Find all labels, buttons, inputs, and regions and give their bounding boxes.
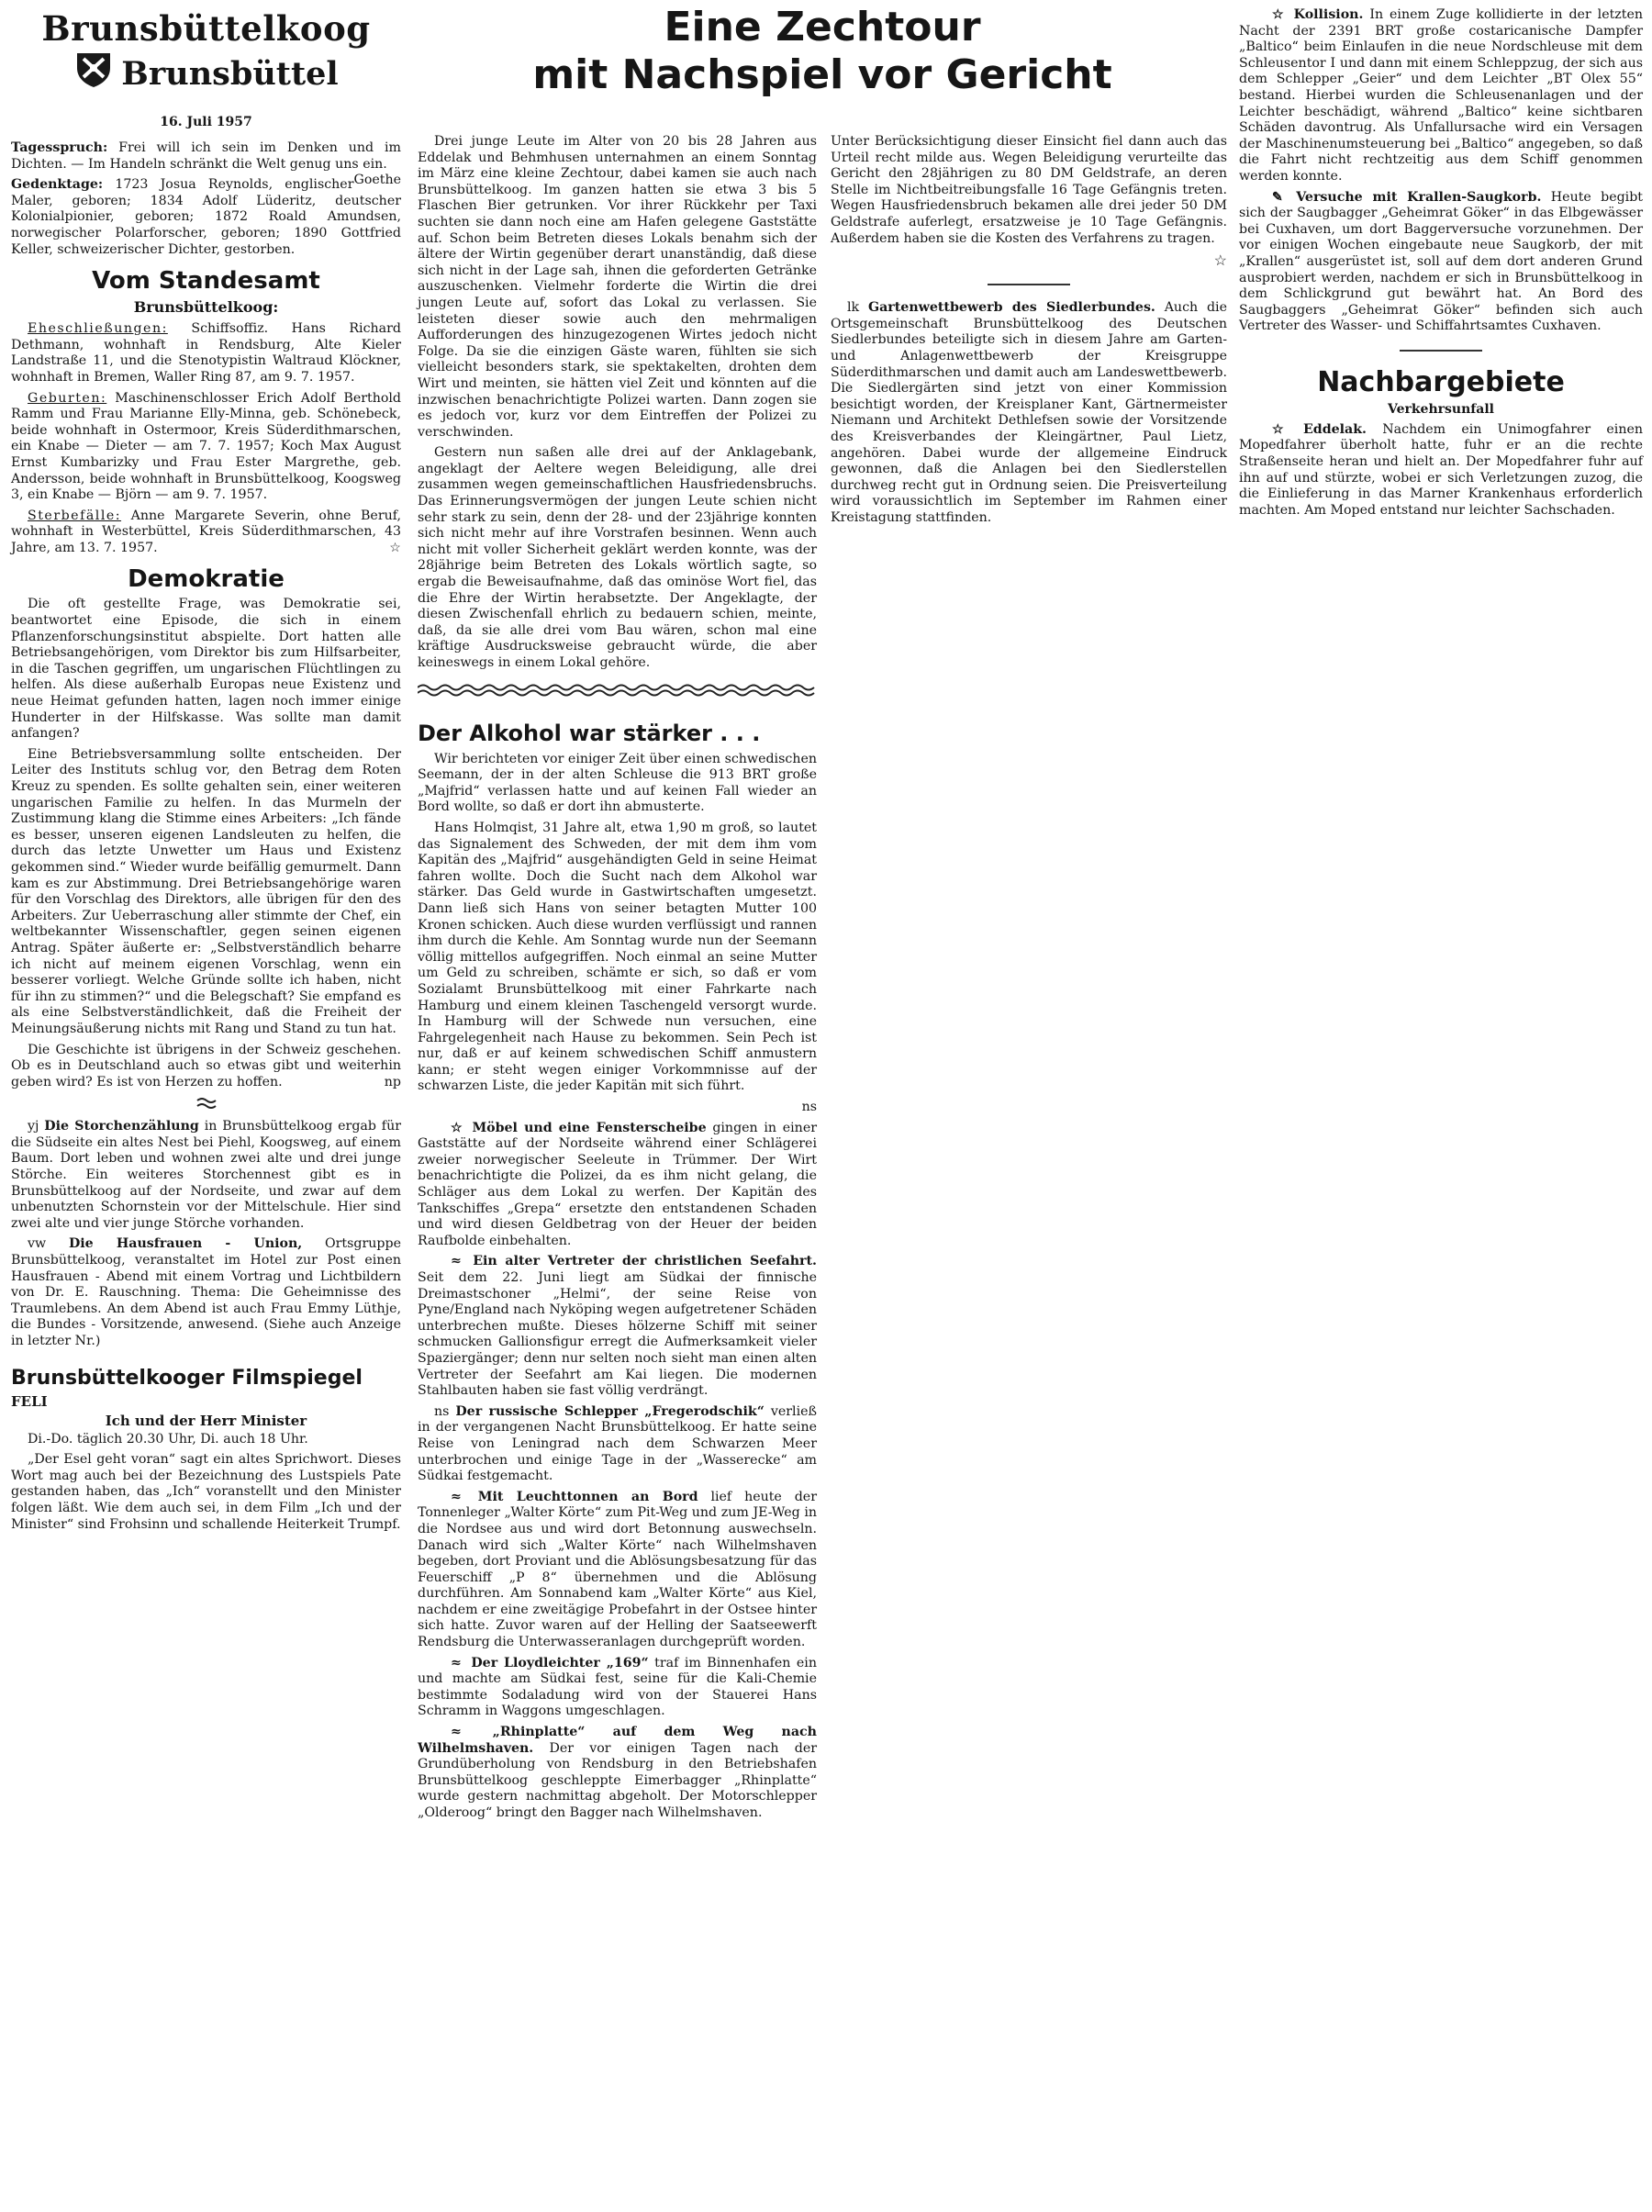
star-icon: ☆	[451, 1120, 463, 1135]
krallen-text: Heute begibt sich der Saugbagger „Geheimrat Göker“ in das Elbgewässer bei Cuxhaven, um dort Baggerversuche vorzunehmen. Der vor einigen Wochen eingebaute neue Saugkorb, der mit „Krallen“ ausgerüstet ist, soll auf dem dort anderen Grund ausprobiert werden, nachdem er sich in Brunsbüttelkoog in dem Schlickgrund gut bewährt hat. An Bord des Saugbaggers „Geheimrat Göker“ befinden sich auch Vertreter des Wasser- und Schiffahrtsamtes Cuxhaven.	[1239, 189, 1643, 334]
lloyd-text: traf im Binnenhafen ein und machte am Südkai fest, seine für die Kali-Chemie bestimmte Sodaladung wird von der Stauerei Hans Schramm in Waggons umgeschlagen.	[418, 1655, 817, 1719]
wave-divider-icon	[418, 684, 817, 697]
zechtour-paragraph: Drei junge Leute im Alter von 20 bis 28 Jahren aus Eddelak und Behmhusen unternahmen an einem Sonntag im März eine kleine Zechtour, dabei kamen sie auch nach Brunsbüttelkoog. Im ganzen hatten sie etwa 3 bis 5 Flaschen Bier getrunken. Vor ihrer Rückkehr per Taxi suchten sie dann noch eine am Hafen gelegene Gaststätte auf. Schon beim Betreten dieses Lokals benahm sich der ältere der Wirtin gegenüber derart unanständig, daß diese sich nicht in der Lage sah, ihnen die geforderten Getränke auszuschenken. Vielmehr forderte die Wirtin die drei jungen Leute auf, sofort das Lokal zu verlassen. Sie leisteten dieser sowie auch den mehrmaligen Aufforderungen des hinzugezogenen Wirtes jedoch nicht Folge. Da sie die einzigen Gäste waren, fühlten sie sich vielleicht besonders stark, sie spektakelten, drohten dem Wirt und meinten, sie hätten viel Zeit und könnten auf die inzwischen benachrichtigte Polizei warten. Dann zogen sie es jedoch vor, kurz vor dem Eintreffen der Polizei zu verschwinden.	[418, 134, 817, 440]
demokratie-paragraph: Die oft gestellte Frage, was Demokratie sei, beantwortet eine Episode, die sich in einem Pflanzenforschungsinstitut abspielte. Dort hatten alle Betriebsangehörigen, vom Direktor bis zum Hilfsarbeiter, in die Taschen gegriffen, um ungarischen Flüchtlingen zu helfen. Als diese außerhalb Europas neue Existenz und neue Heimat gefunden hatten, lagen noch immer einige Hunderter in der Hilfskasse. Was sollte man damit anfangen?	[11, 597, 401, 742]
nachbar-item	[1239, 422, 1643, 519]
schlepper-item	[418, 1404, 817, 1485]
headline-line-1: Eine Zechtour	[664, 4, 981, 50]
schlepper-text: verließ in der vergangenen Nacht Brunsbüttelkoog. Er hatte seine Reise von Leningrad nach dem Schwarzen Meer unterbrochen und einige Tage in der „Wasserecke“ am Südkai festgemacht.	[418, 1403, 818, 1484]
storch-item	[11, 1119, 401, 1232]
cinema-name: FELI	[11, 1392, 48, 1410]
kollision-lead: Kollision.	[1293, 7, 1364, 22]
filmspiegel-heading: Brunsbüttelkooger Filmspiegel	[11, 1366, 363, 1390]
mark-icon: ✎	[1272, 189, 1283, 205]
hausfrauen-item	[11, 1236, 401, 1349]
tagesspruch-label: Tagesspruch:	[11, 140, 108, 155]
divider	[988, 284, 1070, 285]
divider	[1400, 350, 1482, 352]
star-icon: ☆	[1213, 251, 1227, 270]
demokratie-paragraph	[11, 1043, 401, 1091]
nachbar-heading: Nachbargebiete	[1317, 365, 1565, 398]
kollision-item	[1239, 7, 1643, 185]
column-1	[11, 7, 401, 1537]
demokratie-paragraph: Eine Betriebsversammlung sollte entscheiden. Der Leiter des Instituts schlug vor, den Betrag dem Roten Kreuz zu spenden. Es sollte gehalten sein, einer weiteren ungarischen Familie zu helfen. In das Murmeln der Zustimmung klang die Stimme eines Arbeiters: „Ich fände es besser, unseren eigenen Landsleuten zu helfen, die durch das letzte Unwetter um Haus und Existenz gekommen sind.“ Wieder wurde beifällig gemurmelt. Dann kam es zur Abstimmung. Drei Betriebsangehörige waren für den Vorschlag des Direktors, alle übrigen für den des Arbeiters. Zur Ueberraschung aller stimmte der Chef, ein weltbekannter Wissenschaftler, gegen seinen eigenen Antrag. Später äußerte er: „Selbstverständlich beharre ich nicht auf meinem eigenen Vorschlag, wenn ein besserer vorliegt. Welche Gründe sollte ich haben, nicht für ihn zu stimmen?“ und die Belegschaft? Sie empfand es als eine Selbstverständlichkeit, daß die Freiheit der Meinungsäußerung nichts mit Rang und Stand zu tun hat.	[11, 746, 401, 1036]
issue-date: 16. Juli 1957	[160, 115, 252, 129]
vertreter-item	[418, 1254, 817, 1399]
garten-item	[831, 300, 1227, 526]
kollision-text: In einem Zuge kollidierte in der letzten Nacht der 2391 BRT große costaricanische Dampfer „Baltico“ beim Einlaufen in die neue Nordschleuse mit dem Schleusentor I und dann mit einem Schleppzug, der sich aus dem Schlepper „Geier“ und dem Leichter „BT Olex 55“ bestand. Hierbei wurden die Schleusenanlagen und der Leichter beschädigt, während „Baltico“ keine sichtbaren Schäden davontrug. Als Unfallursache wird ein Versagen der Maschinenumsteuerung bei „Baltico“ angegeben, so daß die Fahrt nicht rechtzeitig aus dem Schiff genommen werden konnte.	[1239, 7, 1643, 184]
zechtour-paragraph: Unter Berücksichtigung dieser Einsicht fiel dann auch das Urteil recht milde aus. Wegen Beleidigung verurteilte das Gericht den 28jährigen zu 80 DM Geldstrafe, an deren Stelle im Nichtbeitreibungsfalle 16 Tage Gefängnis treten. Wegen Hausfriedensbruch bekamen alle drei jeder 50 DM Geldstrafe auferlegt, ersatzweise je 10 Tage Gefängnis. Außerdem haben sie die Kosten des Verfahrens zu tragen.	[831, 134, 1227, 246]
masthead-subtitle: Brunsbüttel	[121, 54, 339, 93]
gedenktage	[11, 177, 401, 258]
star-icon: ☆	[1272, 7, 1284, 22]
film-text: „Der Esel geht voran“ sagt ein altes Sprichwort. Dieses Wort mag auch bei der Bezeichnung des Lustspiels Pate gestanden haben, das „Ich“ voranstellt und den Minister folgen läßt. Wie dem auch sei, in dem Film „Ich und der Minister“ sind Frohsinn und schallende Heiterkeit Trumpf.	[11, 1452, 401, 1532]
masthead-title: Brunsbüttelkoog	[41, 8, 371, 49]
garten-prefix: lk	[847, 300, 860, 316]
sterbefaelle-text: Anne Margarete Severin, ohne Beruf, wohnhaft in Westerbüttel, Kreis Süderdithmarschen, 43 Jahre, am 13. 7. 1957.	[11, 508, 402, 555]
gedenktage-text: 1723 Josua Reynolds, englischer Maler, geboren; 1834 Adolf Lüderitz, deutscher Kolonialpionier, geboren; 1872 Roald Amundsen, norwegischer Polarforscher, geboren; 1890 Gottfried Keller, schweizerischer Dichter, gestorben.	[11, 177, 401, 257]
moebel-text: gingen in einer Gaststätte auf der Nordseite während einer Schlägerei zweier norwegischer Seeleute in Trümmer. Der Wirt benachrichtigte die Polizei, da es ihm nicht gelang, die Schläger aus dem Lokal zu werfen. Der Kapitän des Tankschiffes „Grepa“ ersetzte den entstandenen Schaden und wird diesen Geldbetrag von der Heuer der beiden Raufbolde einbehalten.	[418, 1120, 817, 1248]
nachbar-text: Nachdem ein Unimogfahrer einen Mopedfahrer überholt hatte, fuhr er an die rechte Straßenseite heran und hielt an. Der Mopedfahrer fuhr auf ihn auf und stürzte, wobei er sich Verletzungen zuzog, die die Einlieferung in das Marner Krankenhaus erforderlich machten. Am Moped entstand nur leichter Sachschaden.	[1239, 421, 1644, 518]
star-icon: ☆	[1272, 421, 1284, 437]
krallen-lead: Versuche mit Krallen-Saugkorb.	[1296, 189, 1542, 205]
leucht-lead: Mit Leuchttonnen an Bord	[477, 1489, 698, 1504]
masthead-row	[11, 50, 401, 98]
column-3	[831, 134, 1227, 531]
town-crest-icon	[73, 50, 114, 98]
schlepper-prefix: ns	[434, 1403, 450, 1419]
sterbefaelle	[11, 508, 401, 557]
alkohol-paragraph: Hans Holmqist, 31 Jahre alt, etwa 1,90 m groß, so lautet das Signalement des Schweden, der mit dem ihm vom Kapitän des „Majfrid“ ausgehändigten Geld in seine Heimat fahren wollte. Doch die Sucht nach dem Alkohol war stärker. Das Geld wurde in Gastwirtschaften umgesetzt. Dann ließ sich Hans von seiner betagten Mutter 100 Kronen schicken. Auch diese wurden verflüssigt und rannen ihm durch die Kehle. Am Sonntag wurde nun der Seemann völlig mittellos aufgegriffen. Noch einmal an seine Mutter um Geld zu schreiben, schämte er sich, so daß er vom Sozialamt Brunsbüttelkoog mit einer Fahrkarte nach Hamburg und einem kleinen Taschengeld versorgt wurde. In Hamburg will der Schwede nun versuchen, eine Fahrgelegenheit nach Hause zu bekommen. Sein Pech ist nur, daß er auf keinem schwedischen Schiff anmustern kann; er steht wegen einiger Vorkommnisse auf der schwarzen Liste, die jeder Kapitän mit sich führt.	[418, 820, 817, 1094]
gedenktage-label: Gedenktage:	[11, 177, 104, 193]
geburten-text: Maschinenschlosser Erich Adolf Berthold Ramm und Frau Marianne Elly-Minna, geb. Schönebeck, beide wohnhaft in Ostermoor, Kreis Süderdithmarschen, ein Knabe — Dieter — am 7. 7. 1957; Koch Max August Ernst Kumbarizky und Frau Ester Margrethe, geb. Andersson, beide wohnhaft in Brunsbüttelkoog, Koogsweg 3, ein Knabe — Björn — am 9. 7. 1957.	[11, 390, 401, 503]
standesamt-heading: Vom Standesamt	[92, 267, 320, 296]
headline	[418, 4, 1227, 99]
moebel-lead: Möbel und eine Fensterscheibe	[472, 1120, 707, 1135]
storch-text: in Brunsbüttelkoog ergab für die Südseite ein altes Nest bei Piehl, Koogsweg, auf einem Baum. Dort leben und wohnen zwei alte und drei junge Störche. Ein weiteres Storchennest gibt es in Brunsbüttelkoog auf der Nordseite, und zwar auf dem unbenutzten Schornstein vor der Mittelschule. Hier sind zwei alte und vier junge Störche vorhanden.	[11, 1119, 401, 1231]
standesamt-place: Brunsbüttelkoog:	[133, 298, 279, 317]
star-icon: ☆	[389, 540, 401, 555]
demokratie-sign: np	[384, 1074, 401, 1089]
wave-icon: ≈	[451, 1725, 462, 1740]
alkohol-paragraph: Wir berichteten vor einiger Zeit über einen schwedischen Seemann, der in der alten Schleuse die 913 BRT große „Majfrid“ verlassen hatte und auf keinen Fall wieder an Bord wollte, so daß er dort ihn abmusterte.	[418, 751, 817, 815]
column-2	[418, 134, 817, 1827]
sterbefaelle-label: Sterbefälle:	[28, 508, 122, 523]
leucht-text: lief heute der Tonnenleger „Walter Körte“ zum Pit-Weg und zum JE-Weg in die Nordsee aus und wird dort Betonnung auswechseln. Danach wird sich „Walter Körte“ nach Wilhelmshaven begeben, dort Proviant und die Ablösungsbesatzung für das Feuerschiff „P 8“ übernehmen und die Ablösung durchführen. Am Sonnabend kam „Walter Körte“ aus Kiel, nachdem er eine zweitägige Probefahrt in der Ostsee hinter sich hatte. Zuvor waren auf der Helling der Saatseewerft Rendsburg die Unterwasseranlagen durchgeprüft worden.	[418, 1489, 817, 1650]
alkohol-heading: Der Alkohol war stärker . . .	[418, 720, 761, 746]
vertreter-text: Seit dem 22. Juni liegt am Südkai der finnische Dreimastschoner „Helmi“, der seine Reise von Pyne/England nach Nyköping wegen aufgetretener Schäden unterbrechen mußte. Dieses hölzerne Schiff mit seiner schmucken Gallionsfigur erregt die Aufmerksamkeit vieler Spaziergänger; denn nur selten noch sieht man einen alten Vertreter der Seefahrt am Kai liegen. Die modernen Stahlbauten haben sie fast völlig verdrängt.	[418, 1270, 817, 1399]
lloyd-item	[418, 1656, 817, 1720]
lloyd-lead: Der Lloydleichter „169“	[471, 1655, 649, 1670]
vertreter-lead: Ein alter Vertreter der christlichen Seefahrt.	[473, 1254, 817, 1269]
film-times: Di.-Do. täglich 20.30 Uhr, Di. auch 18 Uhr.	[28, 1431, 308, 1447]
masthead	[11, 7, 401, 98]
hausfrauen-prefix: vw	[28, 1236, 47, 1252]
storch-prefix: yj	[28, 1119, 39, 1134]
hausfrauen-lead: Die Hausfrauen - Union,	[68, 1236, 303, 1252]
hausfrauen-text: Ortsgruppe Brunsbüttelkoog, veranstaltet im Hotel zur Post einen Hausfrauen - Abend mit einem Vortrag und Lichtbildern von Dr. E. Rauschning. Thema: Die Geheimnisse des Traumlebens. An dem Abend ist auch Frau Emmy Lüthje, die Bundes - Vorsitzende, anwesend. (Siehe auch Anzeige in letzter Nr.)	[11, 1236, 401, 1348]
demokratie-paragraph-text: Die Geschichte ist übrigens in der Schweiz geschehen. Ob es in Deutschland auch so etwas gibt und weiterhin geben wird? Es ist von Herzen zu hoffen.	[11, 1042, 401, 1089]
garten-text: Auch die Ortsgemeinschaft Brunsbüttelkoog des Deutschen Siedlerbundes beteiligte sich in diesem Jahre am Garten- und Anlagenwettbewerb der Kreisgruppe Süderdithmarschen und damit auch am Landeswettbewerb. Die Siedlergärten sind jetzt von einer Kommission besichtigt worden, der Kreisplaner Kant, Gärtnermeister Niemann und Architekt Dethlefsen sowie der Vorsitzende des Kreisverbandes der Kleingärtner, Paul Lietz, angehören. Dabei wurde der allgemeine Eindruck gewonnen, daß die Anlagen bei den Siedlerstellen durchweg recht gut in Ordnung seien. Die Preisverteilung wird voraussichtlich im September im Rahmen einer Kreistagung stattfinden.	[831, 300, 1228, 525]
rhinplatte-lead: „Rhinplatte“ auf dem Weg nach Wilhelmshaven.	[418, 1725, 817, 1756]
eheschliessungen-label: Eheschließungen:	[28, 321, 168, 337]
wave-ornament-icon	[11, 1096, 401, 1113]
wave-icon: ≈	[451, 1254, 462, 1269]
storch-lead: Die Storchenzählung	[44, 1119, 199, 1134]
krallen-item	[1239, 190, 1643, 335]
tagesspruch-author: Goethe	[353, 173, 401, 188]
rhinplatte-text: Der vor einigen Tagen nach der Grundüberholung von Rendsburg in den Betriebshafen Brunsbüttelkoog geschleppte Eimerbagger „Rhinplatte“ wurde gestern nachmittag abgeholt. Der Motorschlepper „Olderoog“ bringt den Bagger nach Wilhelmshaven.	[418, 1740, 817, 1820]
column-4	[1239, 7, 1643, 523]
tagesspruch-text: Frei will ich sein im Denken und im Dichten. — Im Handeln schränkt die Welt genug uns ein.	[11, 140, 401, 172]
eheschliessungen-text: Schiffsoffiz. Hans Richard Dethmann, wohnhaft in Rendsburg, Alte Kieler Landstraße 11, und die Stenotypistin Waltraud Klöckner, wohnhaft in Bremen, Waller Ring 87, am 9. 7. 1957.	[11, 321, 401, 385]
geburten-label: Geburten:	[28, 390, 107, 406]
headline-line-2: mit Nachspiel vor Gericht	[532, 51, 1112, 98]
geburten	[11, 391, 401, 504]
film-title: Ich und der Herr Minister	[105, 1412, 307, 1429]
schlepper-lead: Der russische Schlepper „Fregerodschik“	[455, 1403, 765, 1419]
wave-icon: ≈	[451, 1655, 462, 1670]
zechtour-paragraph: Gestern nun saßen alle drei auf der Anklagebank, angeklagt der Aeltere wegen Beleidigung, alle drei zusammen wegen gemeinschaftlichen Hausfriedensbruchs. Das Erinnerungsvermögen der jungen Leute schien nicht sehr stark zu sein, denn der 28- und der 23jährige konnten sich nicht mehr auf ihre Vorstrafen besinnen. Wenn auch nicht mit voller Sicherheit geklärt werden konnte, was der 28jährige beim Betreten des Lokals wörtlich sagte, so ergab die Beweisaufnahme, daß das ominöse Wort fiel, das die Ehre der Wirtin herabsetzte. Der Angeklagte, der diesen Zwischenfall ehrlich zu bedauern schien, meinte, daß, da sie alle drei vom Bau wären, schon mal eine kräftige Ausdrucksweise gebraucht würde, die aber keineswegs in einem Lokal gehöre.	[418, 445, 817, 670]
garten-lead: Gartenwettbewerb des Siedlerbundes.	[867, 300, 1155, 316]
leucht-item	[418, 1490, 817, 1651]
wave-icon: ≈	[451, 1489, 462, 1504]
moebel-item	[418, 1121, 817, 1250]
demokratie-heading: Demokratie	[128, 565, 285, 594]
nachbar-subheading: Verkehrsunfall	[1388, 401, 1494, 417]
eheschliessungen	[11, 321, 401, 385]
nachbar-lead: Eddelak.	[1302, 421, 1367, 437]
rhinplatte-item	[418, 1725, 817, 1822]
alkohol-sign: ns	[801, 1100, 817, 1115]
